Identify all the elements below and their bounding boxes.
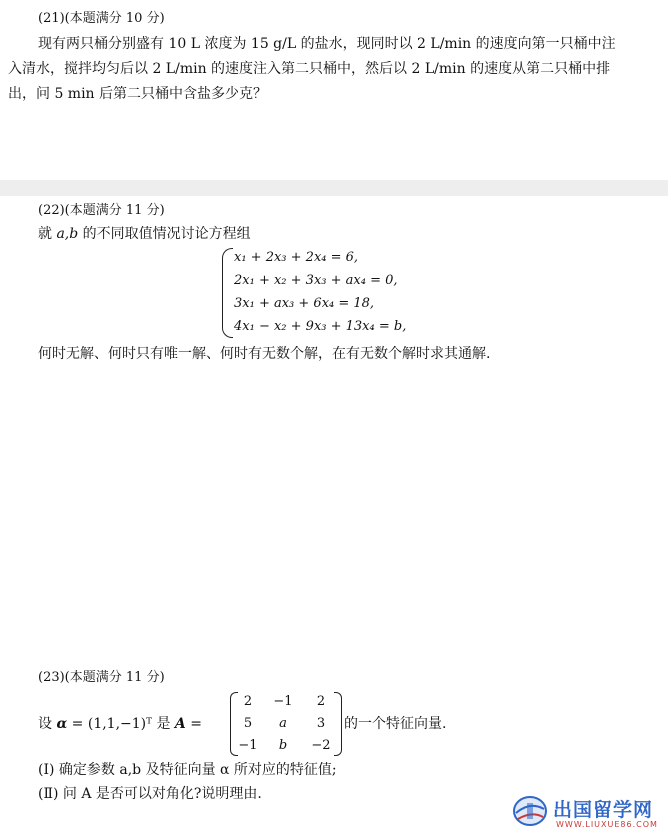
q21-line-3: 出，问 5 min 后第二只桶中含盐多少克？ bbox=[8, 86, 268, 102]
matrix-cell: 2 bbox=[243, 694, 253, 709]
equation-4: 4x₁ − x₂ + 9x₃ + 13x₄ = b, bbox=[234, 319, 407, 334]
matrix-cell: b bbox=[278, 738, 288, 753]
watermark-url: WWW.LIUXUE86.COM bbox=[556, 820, 658, 829]
q23-statement: 设 α = (1,1,−1)ᵀ 是 A = bbox=[38, 716, 202, 732]
q22-header: (22)(本题满分 11 分) bbox=[38, 203, 165, 218]
q21-header: (21)(本题满分 10 分) bbox=[38, 11, 165, 26]
matrix-cell: −2 bbox=[311, 738, 331, 753]
equation-3: 3x₁ + ax₃ + 6x₄ = 18, bbox=[234, 296, 375, 311]
matrix-cell: −1 bbox=[273, 694, 293, 709]
q22-intro: 就 a,b 的不同取值情况讨论方程组 bbox=[38, 226, 251, 242]
watermark-title: 出国留学网 bbox=[553, 799, 654, 821]
q23-header: (23)(本题满分 11 分) bbox=[38, 670, 165, 685]
q23-statement-end: 的一个特征向量. bbox=[344, 716, 447, 732]
matrix-cell: 3 bbox=[316, 716, 326, 731]
globe-logo-icon bbox=[510, 793, 550, 831]
q21-line-1: 现有两只桶分别盛有 10 L 浓度为 15 g/L 的盐水，现同时以 2 L/min 的速度向第一只桶中注 bbox=[38, 36, 616, 52]
section-divider bbox=[0, 180, 668, 196]
q23-part-2: (Ⅱ) 问 A 是否可以对角化?说明理由. bbox=[38, 786, 262, 802]
matrix-cell: 5 bbox=[243, 716, 253, 731]
q23-part-1: (Ⅰ) 确定参数 a,b 及特征向量 α 所对应的特征值; bbox=[38, 762, 337, 778]
matrix-cell: a bbox=[279, 716, 287, 731]
matrix-cell: 2 bbox=[316, 694, 326, 709]
q21-line-2: 入清水，搅拌均匀后以 2 L/min 的速度注入第二只桶中，然后以 2 L/min 的速度从第二只桶中排 bbox=[8, 61, 611, 77]
matrix-cell: −1 bbox=[238, 738, 258, 753]
equation-brace bbox=[222, 248, 233, 338]
equation-1: x₁ + 2x₃ + 2x₄ = 6, bbox=[234, 250, 359, 265]
q22-tail: 何时无解、何时只有唯一解、何时有无数个解，在有无数个解时求其通解. bbox=[38, 346, 491, 362]
equation-2: 2x₁ + x₂ + 3x₃ + ax₄ = 0, bbox=[234, 273, 398, 288]
